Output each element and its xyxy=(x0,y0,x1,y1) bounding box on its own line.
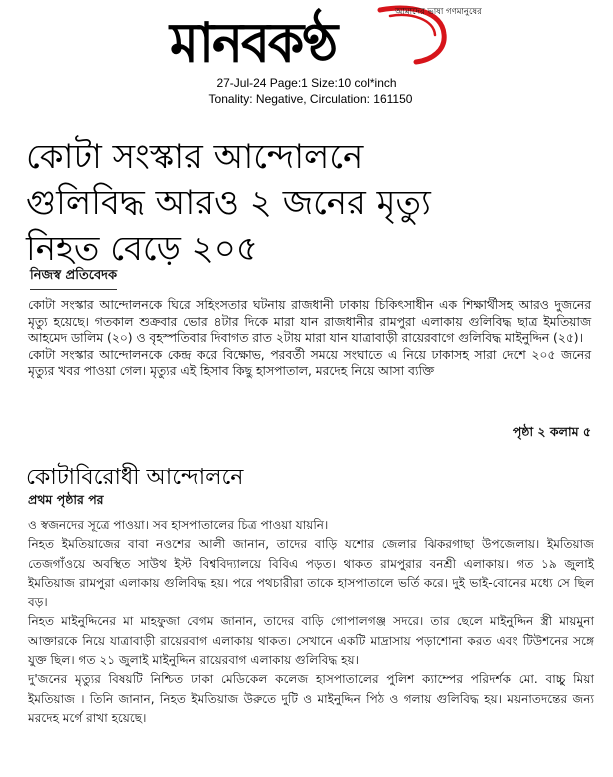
article-lead xyxy=(28,297,591,380)
headline-line: কোটা সংস্কার আন্দোলনে xyxy=(26,137,364,177)
continuation-body xyxy=(28,516,594,728)
body-paragraph: ও স্বজনদের সূত্রে পাওয়া। সব হাসপাতালের চিত্র পাওয়া যায়নি। xyxy=(28,518,329,532)
lead-paragraph: কোটা সংস্কার আন্দোলনকে ঘিরে সহিংসতার ঘটনায় রাজধানী ঢাকায় চিকিৎসাধীন এক শিক্ষার্থীসহ আরও দুজনের মৃত্যু হয়েছে। গতকাল শুক্রবার ভোর ৪টার দিকে মারা যান রাজধানীর রামপুরা এলাকায় গুলিবিদ্ধ ছাত্র ইমতিয়াজ আহমেদ ডালিম (২০) ও বৃহস্পতিবার দিবাগত রাত ২টায় মারা যান যাত্রাবাড়ী রায়েরবাগে গুলিবিদ্ধ মাইনুদ্দিন (২৫)। xyxy=(28,298,591,346)
body-paragraph: দু'জনের মৃত্যুর বিষয়টি নিশ্চিত ঢাকা মেডিকেল কলেজ হাসপাতালের পুলিশ ক্যাম্পের পরিদর্শক মো. বাচ্চু মিয়া ইমতিয়াজ । তিনি জানান, নিহত ইমতিয়াজ উরুতে দুটি ও মাইনুদ্দিন পিঠ ও গলায় গুলিবিদ্ধ হয়। ময়নাতদন্তের জন্য মরদেহ মর্গে রাখা হয়েছে। xyxy=(28,672,594,725)
continuation-label: প্রথম পৃষ্ঠার পর xyxy=(28,492,104,507)
body-paragraph: নিহত ইমতিয়াজের বাবা নওশের আলী জানান, তাদের বাড়ি যশোর জেলার ঝিকরগাছা উপজেলায়। ইমতিয়াজ তেজগাঁওয়ে অবস্থিত সাউথ ইস্ট বিশ্ববিদ্যালয়ে বিবিএ পড়ত। থাকত রামপুরার বনশ্রী এলাকায়। গত ১৯ জুলাই ইমতিয়াজ রামপুরা এলাকায় গুলিবিদ্ধ হয়। পরে পথচারীরা তাকে হাসপাতালে ভর্তি করে। দুই ভাই-বোনের মধ্যে সে ছিল বড়। xyxy=(28,537,594,610)
continuation-headline: কোটাবিরোধী আন্দোলনে xyxy=(26,465,244,490)
jump-reference: পৃষ্ঠা ২ কলাম ৫ xyxy=(512,424,591,439)
clipping-meta-line-1: 27-Jul-24 Page:1 Size:10 col*inch xyxy=(216,76,397,90)
masthead xyxy=(150,2,482,75)
clipping-meta-line-2: Tonality: Negative, Circulation: 161150 xyxy=(208,92,413,106)
masthead-tagline: আমাদের ভাষা গণমানুষের xyxy=(395,7,482,17)
headline-line: গুলিবিদ্ধ আরও ২ জনের মৃত্যু xyxy=(26,183,431,223)
byline: নিজস্ব প্রতিবেদক xyxy=(30,266,117,290)
headline-line: নিহত বেড়ে ২০৫ xyxy=(26,229,258,269)
article-headline xyxy=(26,134,586,272)
newspaper-logo: মানবকণ্ঠ xyxy=(170,12,337,75)
lead-paragraph: কোটা সংস্কার আন্দোলনকে কেন্দ্র করে বিক্ষোভ, পরবর্তী সময়ে সংঘাতে এ নিয়ে ঢাকাসহ সারা দেশে ২০৫ জনের মৃত্যুর খবর পাওয়া গেল। মৃত্যুর এই হিসাব কিছু হাসপাতাল, মরদেহ নিয়ে আসা ব্যক্তি xyxy=(28,347,591,379)
body-paragraph: নিহত মাইনুদ্দিনের মা মাহফুজা বেগম জানান, তাদের বাড়ি গোপালগঞ্জ সদরে। তার ছেলে মাইনুদ্দিন স্ত্রী মায়মুনা আক্তারকে নিয়ে যাত্রাবাড়ী রায়েরবাগ এলাকায় থাকত। সেখানে একটি মাদ্রাসায় পড়াশোনা করত এবং টিউশনের সঙ্গে যুক্ত ছিল। গত ২১ জুলাই মাইনুদ্দিন রায়েরবাগ এলাকায় গুলিবিদ্ধ হয়। xyxy=(28,614,594,668)
